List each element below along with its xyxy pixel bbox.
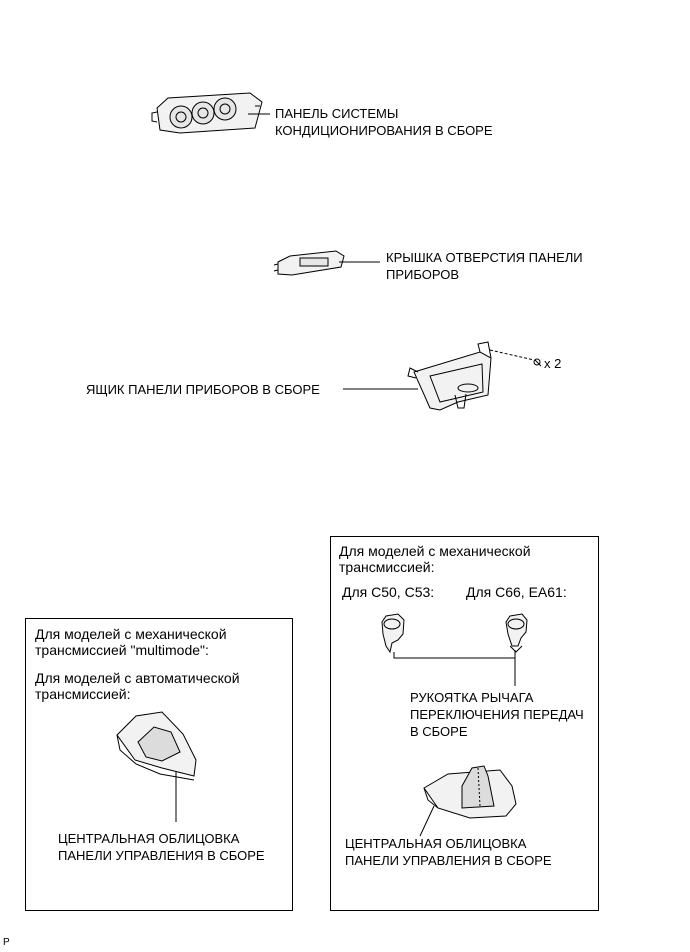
left-note-automatic-line2: трансмиссией: [35, 686, 131, 702]
ac-panel-label [275, 105, 493, 139]
right-console-label-line2: ПАНЕЛИ УПРАВЛЕНИЯ В СБОРЕ [345, 853, 552, 868]
left-console-label-line1: ЦЕНТРАЛЬНАЯ ОБЛИЦОВКА [58, 831, 240, 846]
left-console-label-line2: ПАНЕЛИ УПРАВЛЕНИЯ В СБОРЕ [58, 848, 265, 863]
shift-knob-label-line3: В СБОРЕ [410, 724, 468, 739]
hole-cover-drawing [274, 251, 344, 275]
manual-transmission-box [330, 536, 599, 911]
hole-cover-label-line2: ПРИБОРОВ [386, 267, 460, 282]
footer-code: P [3, 937, 10, 948]
right-console-label-line1: ЦЕНТРАЛЬНАЯ ОБЛИЦОВКА [345, 836, 527, 851]
box-assy-drawing [408, 342, 541, 410]
shift-knob-label-line2: ПЕРЕКЛЮЧЕНИЯ ПЕРЕДАЧ [410, 707, 584, 722]
automatic-multimode-box [25, 618, 293, 911]
ac-panel-label-line1: ПАНЕЛЬ СИСТЕМЫ [275, 106, 399, 121]
box-assy-label: ЯЩИК ПАНЕЛИ ПРИБОРОВ В СБОРЕ [86, 382, 320, 397]
left-note-automatic [35, 670, 240, 702]
right-note-manual-line1: Для моделей с механической [339, 543, 531, 559]
variant-c66-ea61: Для C66, EA61: [466, 584, 567, 600]
shift-knob-label-line1: РУКОЯТКА РЫЧАГА [410, 690, 534, 705]
left-note-automatic-line1: Для моделей с автоматической [35, 670, 240, 686]
left-note-multimode [35, 626, 227, 658]
left-note-multimode-line2: трансмиссией "multimode": [35, 642, 209, 658]
variant-c50-c53: Для C50, C53: [342, 584, 435, 600]
right-console-label [345, 835, 552, 869]
left-console-label [58, 830, 265, 864]
ac-panel-drawing [152, 93, 262, 133]
shift-knob-label [410, 689, 584, 740]
right-note-manual [339, 543, 531, 575]
screw-quantity: x 2 [544, 356, 562, 371]
hole-cover-label [386, 249, 583, 283]
ac-panel-label-line2: КОНДИЦИОНИРОВАНИЯ В СБОРЕ [275, 123, 493, 138]
right-note-manual-line2: трансмиссией: [339, 559, 435, 575]
left-note-multimode-line1: Для моделей с механической [35, 626, 227, 642]
hole-cover-label-line1: КРЫШКА ОТВЕРСТИЯ ПАНЕЛИ [386, 250, 583, 265]
